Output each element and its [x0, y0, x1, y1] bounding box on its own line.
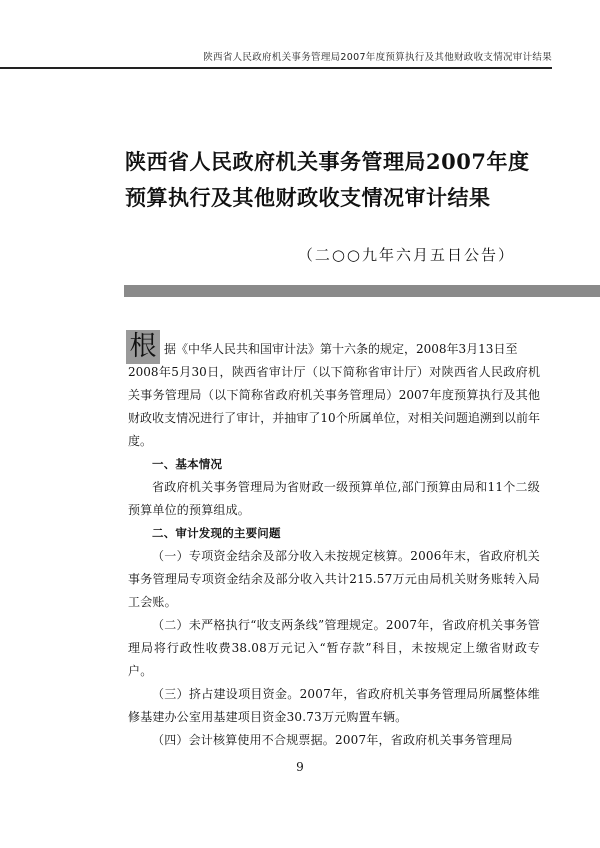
- body-sections: [128, 453, 540, 752]
- section-heading-basic-info: 一、基本情况: [152, 457, 223, 471]
- issue-item-2: （二）未严格执行“收支两条线”管理规定。2007年，省政府机关事务管理局将行政性收费38.08万元记入“暂存款”科目，未按规定上缴省财政专户。: [128, 618, 540, 678]
- issue-item-4: （四）会计核算使用不合规票据。2007年，省政府机关事务管理局: [152, 733, 513, 747]
- decorative-band: [124, 285, 600, 297]
- title-line-2: 预算执行及其他财政收支情况审计结果: [125, 185, 491, 210]
- issue-item-3: （三）挤占建设项目资金。2007年，省政府机关事务管理局所属整体维修基建办公室用基建项目资金30.73万元购置车辆。: [128, 687, 540, 724]
- title-line-1: 陕西省人民政府机关事务管理局2007年度: [125, 149, 530, 174]
- page-number: 9: [296, 760, 304, 774]
- announcement-date: （二○○九年六月五日公告）: [297, 246, 515, 264]
- running-header: 陕西省人民政府机关事务管理局2007年度预算执行及其他财政收支情况审计结果: [203, 52, 552, 63]
- section-heading-main-issues: 二、审计发现的主要问题: [152, 526, 281, 540]
- intro-paragraph: [128, 338, 540, 453]
- intro-first-line: 据《中华人民共和国审计法》第十六条的规定，2008年3月13日至: [164, 342, 518, 356]
- drop-cap: 根: [126, 330, 160, 364]
- section-basic-info-text: 省政府机关事务管理局为省财政一级预算单位,部门预算由局和11个二级预算单位的预算组成。: [128, 480, 540, 517]
- intro-remaining-text: 2008年5月30日，陕西省审计厅（以下简称省审计厅）对陕西省人民政府机关事务管理局（以下简称省政府机关事务管理局）2007年度预算执行及其他财政收支情况进行了审计，并抽审了10个所属单位，对相关问题追溯到以前年度。: [128, 365, 540, 448]
- issue-item-1: （一）专项资金结余及部分收入未按规定核算。2006年末，省政府机关事务管理局专项资金结余及部分收入共计215.57万元由局机关财务账转入局工会账。: [128, 549, 540, 609]
- header-rule: [0, 67, 552, 69]
